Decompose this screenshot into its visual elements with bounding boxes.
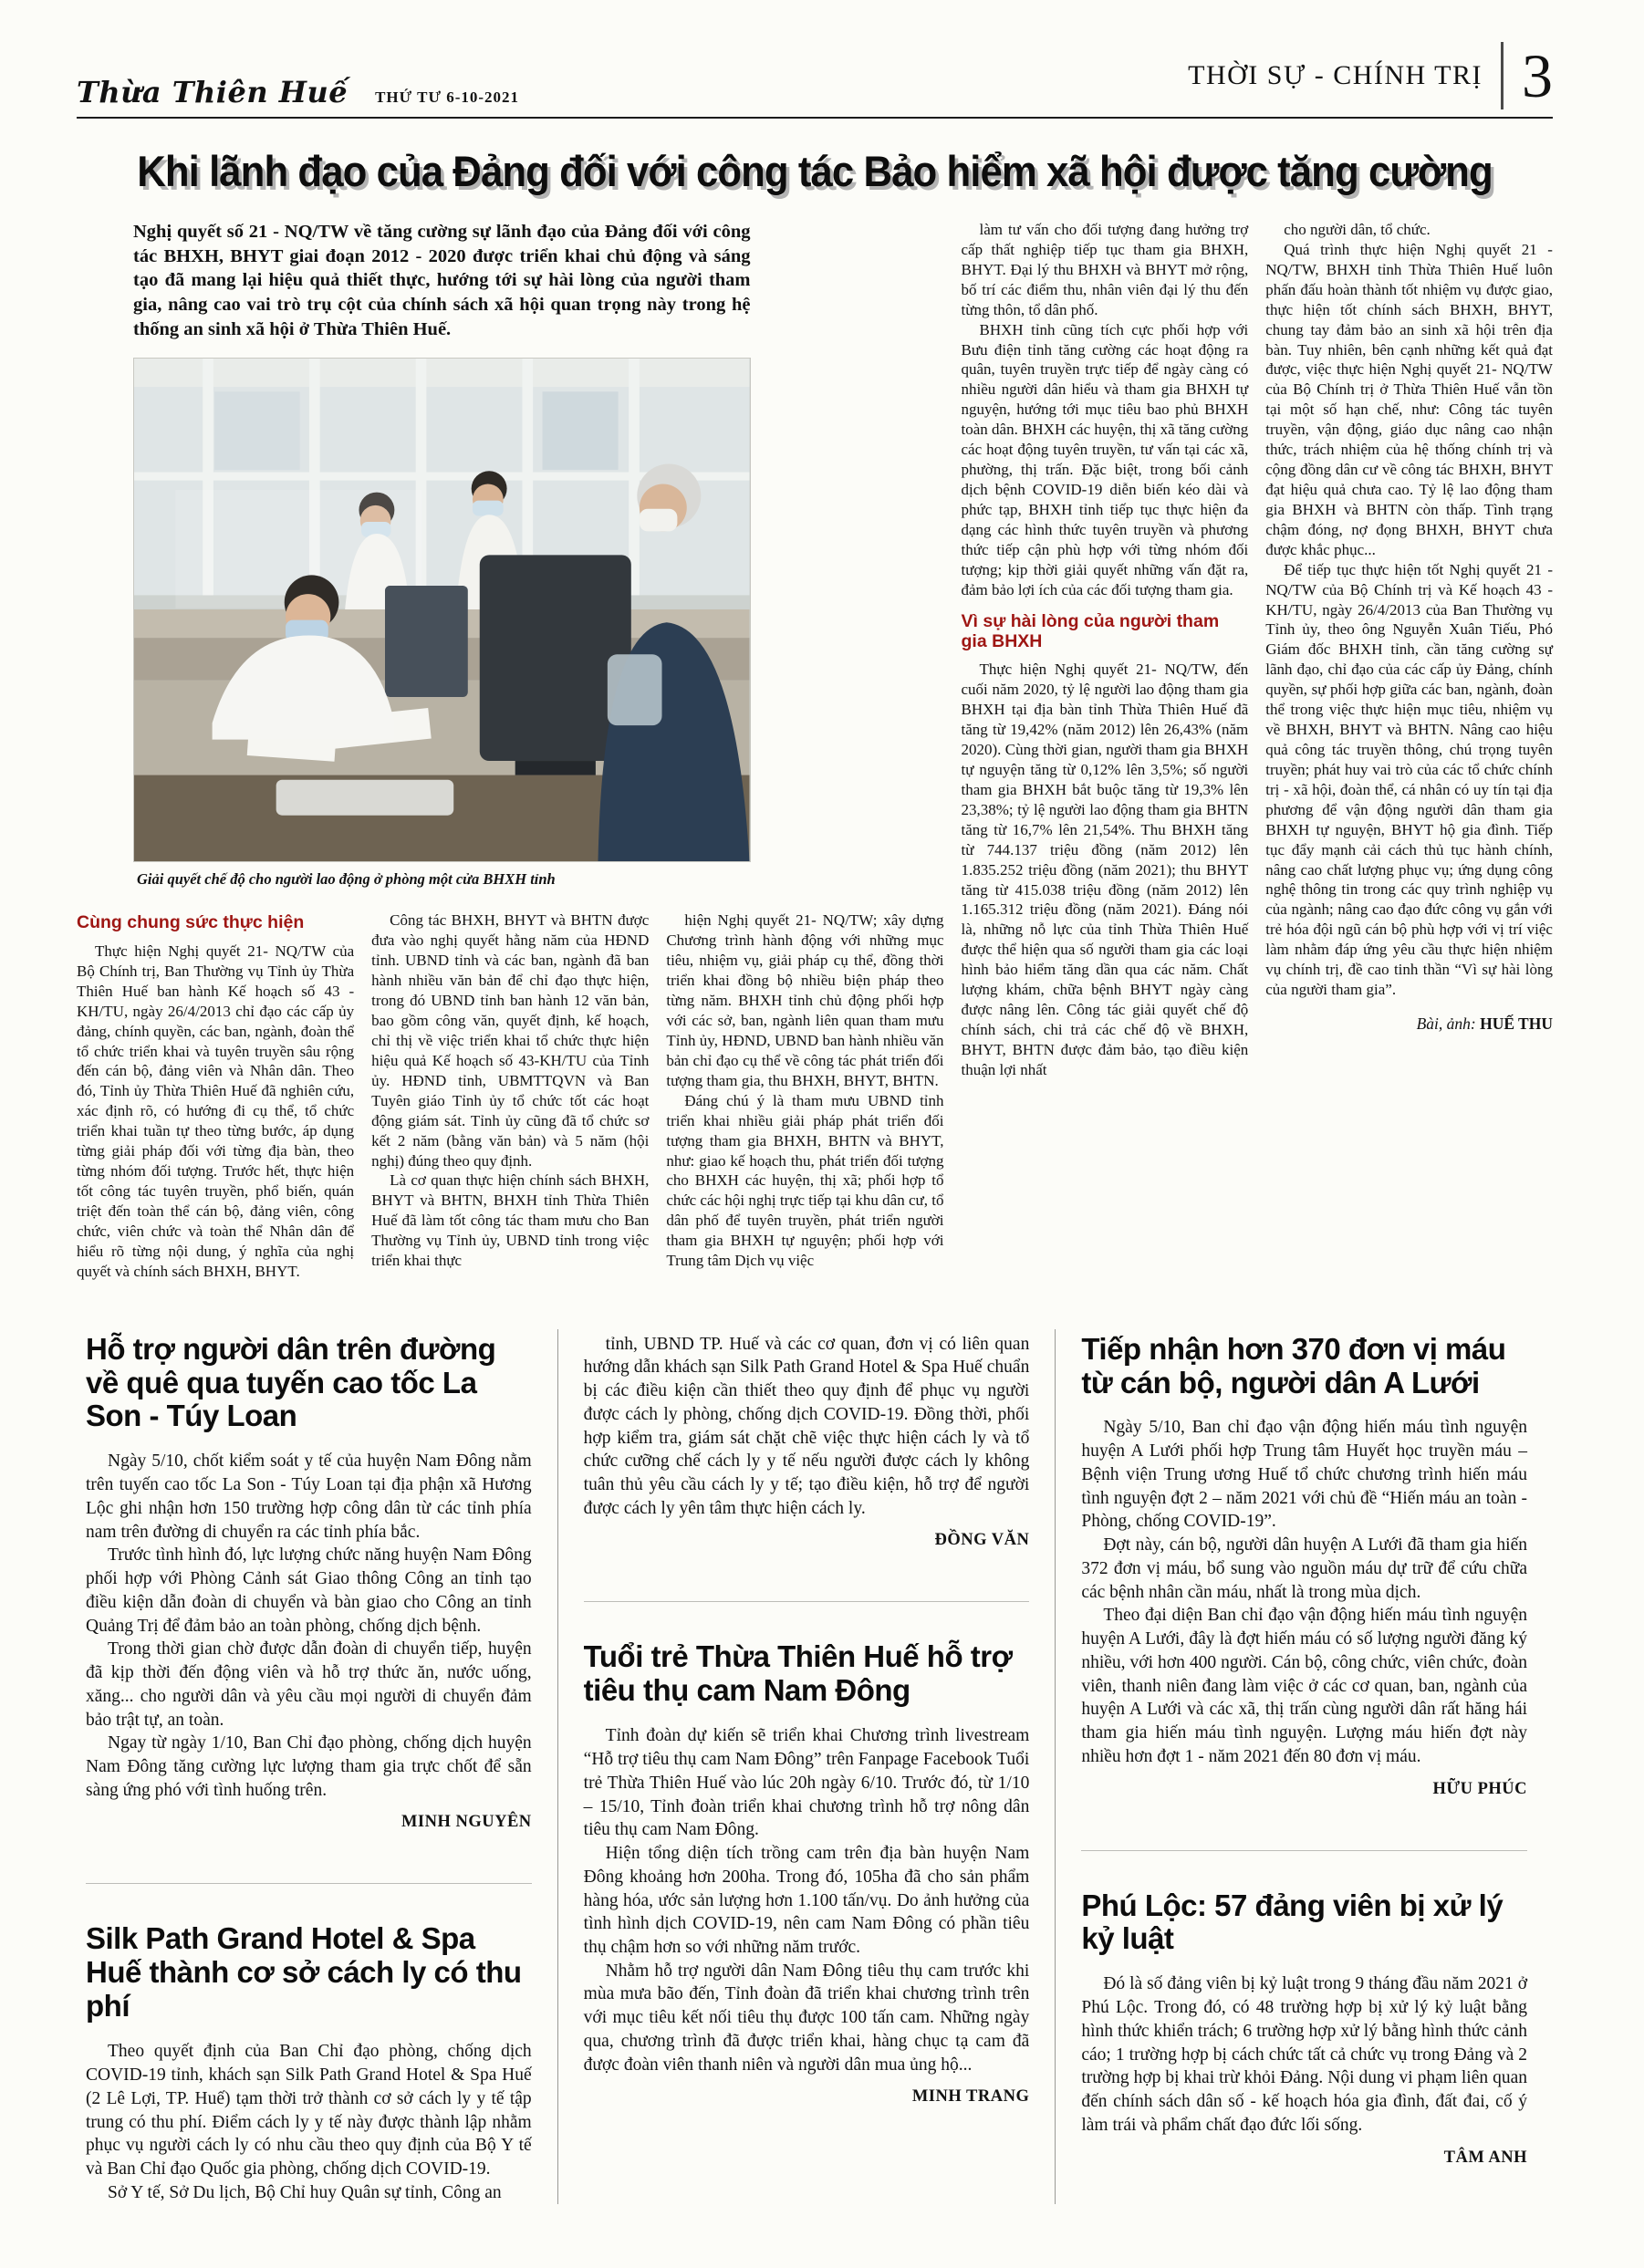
page-number: 3	[1522, 40, 1553, 110]
article-body	[584, 1333, 1030, 1521]
article-silk-path	[86, 1883, 532, 2204]
lead-paragraph: Nghị quyết số 21 - NQ/TW về tăng cường sự lãnh đạo của Đảng đối với công tác BHXH, BHYT giai đoạn 2012 - 2020 được triển khai chủ động và sáng tạo đã mang lại hiệu quả thiết thực, hướng tới sự hài lòng của người tham gia, nâng cao vai trò trụ cột của chính sách xã hội quan trọng này trong hệ thống an sinh xã hội ở Thừa Thiên Huế.	[133, 222, 751, 339]
lead-photo-block	[133, 220, 751, 889]
paragraph: Trong thời gian chờ được dẫn đoàn di chuyển tiếp, huyện đã kịp thời đến động viên và hỗ trợ thức ăn, nước uống, xăng... cho người dân và yêu cầu mọi người di chuyển đảm bảo trật tự, an toàn.	[86, 1639, 532, 1730]
article-headline: Silk Path Grand Hotel & Spa Huế thành cơ sở cách ly có thu phí	[86, 1921, 522, 2024]
paragraph: làm tư vấn cho đối tượng đang hưởng trợ cấp thất nghiệp tiếp tục tham gia BHXH, BHYT. Đại lý thu BHXH và BHYT mở rộng, bố trí các điểm thu, nhân viên đại lý thu đến từng thôn, tổ dân phố.	[961, 221, 1249, 318]
paragraph: Đợt này, cán bộ, người dân huyện A Lưới đã tham gia hiến 372 đơn vị máu, bổ sung vào nguồn máu dự trữ để cứu chữa các bệnh nhân cần máu, nhất là trong mùa dịch.	[1081, 1535, 1528, 1602]
paragraph: BHXH tỉnh cũng tích cực phối hợp với Bưu điện tỉnh tăng cường các hoạt động ra quân, tuyên truyền trực tiếp để ngày càng có nhiều người dân hiểu và tham gia BHXH tự nguyện, hướng tới mục tiêu bao phủ BHXH toàn dân. BHXH các huyện, thị xã tăng cường các hoạt động tuyên truyền, tư vấn tại các xã, phường, thị trấn. Đặc biệt, trong bối cảnh dịch bệnh COVID-19 diễn biến kéo dài và phức tạp, BHXH tỉnh tiếp tục thực hiện đa dạng các hình thức tuyên truyền và phương thức tiếp cận phù hợp với từng nhóm đối tượng; kịp thời giải quyết những vấn đặt ra, đảm bảo lợi ích của các đối tượng tham gia.	[961, 320, 1249, 598]
header-rule	[77, 117, 1553, 119]
paragraph: Hiện tổng diện tích trồng cam trên địa bàn huyện Nam Đông khoảng hơn 200ha. Trong đó, 105ha đã cho sản phẩm hàng hóa, ước sản lượng hơn 1.100 tấn/vụ. Do ảnh hưởng của tình hình dịch COVID-19, nên cam Nam Đông có phần tiêu thụ chậm hơn so với những năm trước.	[583, 1844, 1030, 1957]
article-body	[86, 1450, 532, 1802]
article-photo	[133, 358, 751, 862]
article-byline: HỮU PHÚC	[1432, 1779, 1528, 1798]
photo-caption: Giải quyết chế độ cho người lao động ở phòng một cửa BHXH tỉnh	[137, 870, 556, 889]
bottom-column-right	[1055, 1329, 1553, 2205]
column-1-paragraphs	[77, 942, 354, 1282]
paragraph: Đó là số đảng viên bị kỷ luật trong 9 tháng đầu năm 2021 ở Phú Lộc. Trong đó, có 48 trường hợp bị xử lý kỷ luật bằng hình thức khiển trách; 6 trường hợp xử lý bằng hình thức cảnh cáo; 1 trường hợp bị cách chức tất cả chức vụ trong Đảng và 2 trường hợp bị khai trừ khỏi Đảng. Nội dung vi phạm liên quan đến chính sách dân số - kế hoạch hóa gia đình, đất đai, cố ý làm trái và phẩm chất đạo đức lối sống.	[1081, 1974, 1528, 2135]
subhead-1: Cùng chung sức thực hiện	[77, 912, 305, 933]
byline-author: HUẾ THU	[1480, 1014, 1553, 1033]
paragraph: Theo đại diện Ban chỉ đạo vận động hiến máu tình nguyện huyện A Lưới, đây là đợt hiến máu có số lượng người đăng ký nhiều, với hơn 400 người. Cán bộ, công chức, viên chức, đoàn viên, thanh niên đang làm việc ở các cơ quan, ban, ngành của huyện A Lưới và các xã, thị trấn cùng người dân rất hăng hái tham gia hiến máu tình nguyện. Lượng máu hiến đợt này nhiều hơn đợt 1 - năm 2021 đến 80 đơn vị máu.	[1081, 1606, 1528, 1766]
article-cam-nam-dong	[584, 1601, 1030, 2107]
article-headline: Phú Lộc: 57 đảng viên bị xử lý kỷ luật	[1081, 1888, 1504, 1956]
article-columns-under-photo	[77, 910, 944, 1281]
column-2-paragraphs	[371, 910, 649, 1271]
bottom-column-middle	[557, 1329, 1056, 2205]
paragraph: Là cơ quan thực hiện chính sách BHXH, BHYT và BHTN, BHXH tỉnh Thừa Thiên Huế đã làm tốt công tác tham mưu cho Ban Thường vụ Tỉnh ủy, UBND tỉnh trong việc triển khai thực	[371, 1171, 650, 1270]
section-block	[1188, 42, 1553, 109]
paragraph: Công tác BHXH, BHYT và BHTN được đưa vào nghị quyết hằng năm của HĐND tỉnh. UBND tỉnh và các ban, ngành đã ban hành nhiều văn bản để chỉ đạo thực hiện, trong đó UBND tỉnh ban hành 12 văn bản, bao gồm công văn, quyết định, kế hoạch, chỉ thị về việc triển khai tổ chức thực hiện hiệu quả Kế hoạch số 43-KH/TU của Tỉnh ủy. HĐND tỉnh, UBMTTQVN và Ban Tuyên giáo Tỉnh ủy tổ chức tốt các hoạt động giám sát. Tỉnh ủy cũng đã tổ chức sơ kết 2 năm (bằng văn bản) và 5 năm (hội nghị) đúng theo quy định.	[371, 911, 650, 1170]
column-4-paragraphs-top	[962, 220, 1249, 600]
main-article-left-zone	[77, 220, 944, 1282]
article-body	[1081, 1416, 1527, 1768]
paragraph: Để tiếp tục thực hiện tốt Nghị quyết 21 - NQ/TW của Bộ Chính trị và Kế hoạch 43 - KH/TU, ngày 26/4/2013 của Ban Thường vụ Tỉnh ủy, theo ông Nguyễn Xuân Tiếu, Phó Giám đốc BHXH tỉnh, cần tăng cường sự lãnh đạo, chỉ đạo của các cấp ủy Đảng, chính quyền, sự phối hợp giữa các ban, ngành, đoàn thể trong việc thực hiện mục tiêu, nhiệm vụ về BHXH, BHYT và BHTN. Nâng cao hiệu quả công tác truyền thông, chú trọng tuyên truyền; phát huy vai trò của các tổ chức chính trị - xã hội, đoàn thể, cá nhân có uy tín tại địa phương để vận động người dân tham gia BHXH tự nguyện, BHYT hộ gia đình. Tiếp tục đẩy mạnh cải cách thủ tục hành chính, nâng cao chất lượng phục vụ; ứng dụng công nghệ thông tin trong các quy trình nghiệp vụ của ngành; nâng cao đạo đức công vụ gắn với trẻ hóa đội ngũ cán bộ phù hợp với vị trí việc làm nhằm đáp ứng yêu cầu thực hiện nhiệm vụ chính trị, đề cao tinh thần “Vì sự hài lòng của người tham gia”.	[1265, 560, 1553, 999]
article-headline: Tiếp nhận hơn 370 đơn vị máu từ cán bộ, người dân A Lưới	[1081, 1331, 1506, 1399]
main-article	[77, 220, 1553, 1282]
article-la-son-tuy-loan	[86, 1333, 532, 1833]
bottom-section	[77, 1329, 1553, 2205]
paragraph: Tỉnh đoàn dự kiến sẽ triển khai Chương trình livestream “Hỗ trợ tiêu thụ cam Nam Đông” trên Fanpage Facebook Tuổi trẻ Thừa Thiên Huế vào lúc 20h ngày 6/10. Trước đó, từ 1/10 – 15/10, Tỉnh đoàn triển khai chương trình hỗ trợ nông dân tiêu thụ cam Nam Đông.	[583, 1726, 1030, 1840]
article-column-2	[371, 910, 649, 1281]
article-body	[1081, 1972, 1527, 2137]
paragraph: hiện Nghị quyết 21- NQ/TW; xây dựng Chương trình hành động với những mục tiêu, nhiệm vụ, giải pháp cụ thể, đồng thời triển khai đồng bộ nhiều biện pháp theo từng năm. BHXH tỉnh chủ động phối hợp với các sở, ban, ngành liên quan tham mưu Tỉnh ủy, HĐND, UBND ban hành nhiều văn bản chỉ đạo cụ thể về công tác phát triển đối tượng tham gia, thu BHXH, BHYT, BHTN.	[666, 911, 944, 1089]
paragraph: Ngày 5/10, Ban chỉ đạo vận động hiến máu tình nguyện huyện A Lưới phối hợp Trung tâm Huyết học truyền máu – Bệnh viện Trung ương Huế tổ chức chương trình hiến máu tình nguyện đợt 2 – năm 2021 với chủ đề “Hiến máu an toàn - Phòng, chống COVID-19”.	[1081, 1418, 1528, 1532]
paragraph: tỉnh, UBND TP. Huế và các cơ quan, đơn vị có liên quan hướng dẫn khách sạn Silk Path Grand Hotel & Spa Huế chuẩn bị các điều kiện cần thiết theo quy định để phục vụ người được cách ly phòng, chống dịch COVID-19. Đồng thời, phối hợp kiểm tra, giám sát chặt chẽ việc thực hiện cách ly và tổ chức cưỡng chế cách ly y tế nếu người được cách ly không tuân thủ yêu cầu cách ly y tế; tạo điều kiện, hỗ trợ để người được cách ly yên tâm thực hiện cách ly.	[583, 1334, 1030, 1518]
byline-prefix: Bài, ảnh:	[1416, 1014, 1476, 1033]
photo-illustration	[134, 359, 750, 861]
small-monitor	[385, 586, 468, 697]
article-column-3	[666, 910, 943, 1281]
paragraph: Đáng chú ý là tham mưu UBND tỉnh triển khai nhiều giải pháp phát triển đối tượng tham gia BHXH, BHTN và BHYT, như: giao kế hoạch thu, phát triển đối tượng cho BHXH các huyện, thị xã; phối hợp tổ chức các hội nghị trực tiếp tại khu dân cư, tổ dân phố để tuyên truyền, phát triển người tham gia BHXH tự nguyện; phối hợp với Trung tâm Dịch vụ việc	[666, 1091, 944, 1270]
column-4-paragraphs-bottom	[962, 660, 1249, 1079]
newspaper-masthead: Thừa Thiên Huế	[77, 75, 349, 109]
article-headline: Hỗ trợ người dân trên đường về quê qua tuyến cao tốc La Son - Túy Loan	[86, 1331, 496, 1433]
main-article-byline	[1265, 1014, 1553, 1034]
page-number-divider	[1501, 42, 1504, 109]
masthead-block	[77, 75, 519, 109]
paragraph: Sở Y tế, Sở Du lịch, Bộ Chỉ huy Quân sự tỉnh, Công an	[108, 2182, 502, 2202]
subhead-2: Vì sự hài lòng của người tham gia BHXH	[961, 610, 1220, 651]
paragraph: Ngay từ ngày 1/10, Ban Chỉ đạo phòng, chống dịch huyện Nam Đông tăng cường lực lượng tham gia trực chốt để sẵn sàng ứng phó với tình huống trên.	[86, 1733, 532, 1800]
article-column-5	[1265, 220, 1553, 1282]
article-byline: MINH TRANG	[911, 2087, 1030, 2107]
paragraph: Ngày 5/10, chốt kiểm soát y tế của huyện Nam Đông nằm trên tuyến cao tốc La Son - Túy Loan tại địa phận xã Hương Lộc ghi nhận hơn 150 trường hợp công dân từ các tỉnh phía nam trên đường di chuyển ra các tỉnh phía bắc.	[86, 1451, 532, 1542]
paragraph: Thực hiện Nghị quyết 21- NQ/TW của Bộ Chính trị, Ban Thường vụ Tỉnh ủy Thừa Thiên Huế ban hành Kế hoạch số 43 - KH/TU, ngày 26/4/2013 chỉ đạo các cấp ủy đảng, chính quyền, các ban, ngành, đoàn thể tổ chức triển khai và tuyên truyền sâu rộng đến cán bộ, đảng viên và Nhân dân. Theo đó, Tỉnh ủy Thừa Thiên Huế đã nghiên cứu, xác định rõ, có hướng đi cụ thể, tổ chức triển khai tuần tự theo từng bước, áp dụng từng giải pháp đối với từng địa bàn, theo từng nhóm đối tượng. Trước hết, thực hiện tốt công tác tuyên truyền, phổ biến, quán triệt đến toàn thể cán bộ, đảng viên, công chức, viên chức và toàn thể Nhân dân để hiểu rõ từng nội dung, ý nghĩa của nghị quyết và chính sách BHXH, BHYT.	[77, 942, 355, 1280]
article-headline: Tuổi trẻ Thừa Thiên Huế hỗ trợ tiêu thụ cam Nam Đông	[583, 1639, 1013, 1708]
paragraph: Quá trình thực hiện Nghị quyết 21 - NQ/TW, BHXH tỉnh Thừa Thiên Huế luôn phấn đấu hoàn thành tốt nhiệm vụ được giao, thực hiện tốt chính sách BHXH, BHYT, chung tay đảm bảo an sinh xã hội trên địa bàn. Tuy nhiên, bên cạnh những kết quả đạt được, việc thực hiện Nghị quyết 21- NQ/TW của Bộ Chính trị ở Thừa Thiên Huế vẫn tồn tại một số hạn chế, như: Công tác tuyên truyền, vận động, giáo dục nâng cao nhận thức, trách nhiệm của hệ thống chính trị và cộng đồng dân cư về công tác BHXH, BHYT đạt hiệu quả chưa cao. Tỷ lệ lao động tham gia BHXH và BHTN còn thấp. Tình trạng chậm đóng, nợ đọng BHXH, BHYT chưa được khắc phục...	[1265, 240, 1553, 558]
keyboard	[276, 780, 454, 816]
paragraph: Nhằm hỗ trợ người dân Nam Đông tiêu thụ cam trước khi mùa mưa bão đến, Tỉnh đoàn đã triển khai chương trình trên với mục tiêu kết nối tiêu thụ được 100 tấn cam. Những ngày qua, chương trình đã được triển khai, hàng chục tạ cam đã được đoàn viên thanh niên và người dân mua ủng hộ...	[583, 1961, 1030, 2075]
paragraph: Thực hiện Nghị quyết 21- NQ/TW, đến cuối năm 2020, tỷ lệ người lao động tham gia BHXH tại địa bàn tỉnh Thừa Thiên Huế đã tăng từ 19,42% (năm 2012) lên 26,43% (năm 2020). Cùng thời gian, người tham gia BHXH tự nguyện tăng từ 0,12% lên 3,5%; số người tham gia BHXH bắt buộc tăng từ 19,3% lên 23,38%; tỷ lệ người lao động tham gia BHTN tăng từ 16,7% lên 21,54%. Thu BHXH tăng từ 744.137 triệu đồng (năm 2012) lên 1.835.252 triệu đồng (năm 2021); thu BHYT tăng từ 415.038 triệu đồng (năm 2012) lên 1.165.312 triệu đồng (năm 2021). Đáng nói là, những nỗ lực của tỉnh Thừa Thiên Huế được thể hiện qua số người tham gia các loại hình bảo hiểm tăng dần qua các năm. Chất lượng khám, chữa bệnh BHYT ngày càng được nâng lên. Công tác giải quyết chế độ chính sách, chi trả các chế độ về BHXH, BHYT, BHTN được đảm bảo, tạo điều kiện thuận lợi nhất	[961, 661, 1249, 1078]
main-headline: Khi lãnh đạo của Đảng đối với công tác Bảo hiểm xã hội được tăng cường	[137, 147, 1493, 195]
column-3-paragraphs	[666, 910, 943, 1271]
article-column-1	[77, 910, 354, 1281]
article-byline: TÂM ANH	[1443, 2148, 1528, 2167]
paragraph: cho người dân, tổ chức.	[1284, 221, 1431, 238]
issue-date: THỨ TƯ 6-10-2021	[375, 88, 520, 106]
paragraph: Theo quyết định của Ban Chỉ đạo phòng, chống dịch COVID-19 tỉnh, khách sạn Silk Path Grand Hotel & Spa Huế (2 Lê Lợi, TP. Huế) tạm thời trở thành cơ sở cách ly y tế tập trung có thu phí. Điểm cách ly y tế này được thành lập nhằm phục vụ người cách ly có nhu cầu theo quy định của Bộ Y tế và Ban Chỉ đạo Quốc gia phòng, chống dịch COVID-19.	[86, 2042, 532, 2179]
article-silk-path-continuation	[584, 1333, 1030, 1551]
article-body	[584, 1724, 1030, 2076]
article-byline: MINH NGUYÊN	[401, 1813, 532, 1832]
section-title: THỜI SỰ - CHÍNH TRỊ	[1188, 60, 1483, 90]
paragraph: Trước tình hình đó, lực lượng chức năng huyện Nam Đông phối hợp với Phòng Cảnh sát Giao thông Công an tỉnh tạo điều kiện dẫn đoàn di chuyển và bàn giao cho Công an tỉnh Quảng Trị để đảm bảo an toàn phòng, chống dịch bệnh.	[86, 1545, 532, 1636]
bottom-column-left	[77, 1329, 557, 2205]
column-5-paragraphs	[1265, 220, 1553, 1000]
article-byline: ĐỒNG VĂN	[934, 1531, 1030, 1550]
article-column-4	[962, 220, 1249, 1282]
article-hien-mau-a-luoi	[1081, 1333, 1527, 1799]
page-header	[77, 42, 1553, 117]
article-phu-loc-ky-luat	[1081, 1850, 1527, 2168]
article-body	[86, 2040, 532, 2204]
